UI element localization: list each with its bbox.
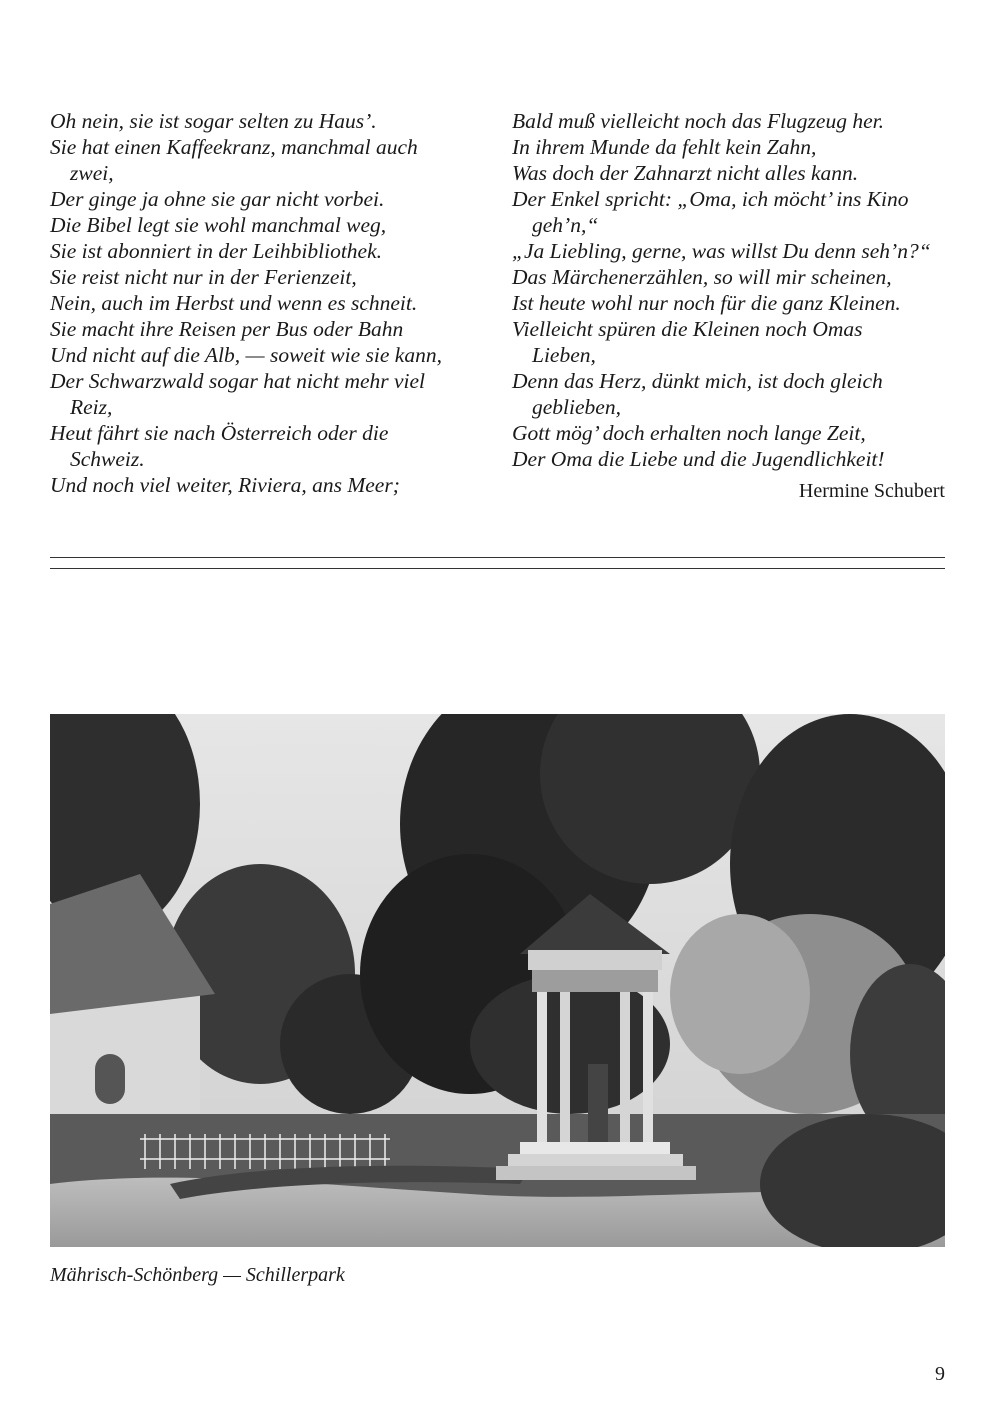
poem-line: Was doch der Zahnarzt nicht alles kann. xyxy=(512,161,859,185)
poem-line: Und nicht auf die Alb, — soweit wie sie kann, xyxy=(50,343,442,367)
divider-rule xyxy=(50,568,945,569)
poem-line: Sie ist abonniert in der Leihbibliothek. xyxy=(50,239,383,263)
poem-line: Bald muß vielleicht noch das Flugzeug her. xyxy=(512,109,884,133)
poem-right-column xyxy=(512,108,952,472)
poem-line: Die Bibel legt sie wohl manchmal weg, xyxy=(50,213,387,237)
poem-line: Sie macht ihre Reisen per Bus oder Bahn xyxy=(50,317,404,341)
poem-line: Der ginge ja ohne sie gar nicht vorbei. xyxy=(50,187,385,211)
poem-line: In ihrem Munde da fehlt kein Zahn, xyxy=(512,135,817,159)
poem-author: Hermine Schubert xyxy=(798,480,945,502)
poem-line: „Ja Liebling, gerne, was willst Du denn seh’n?“ xyxy=(512,239,931,263)
poem-left-column xyxy=(50,108,480,498)
poem-line: Oh nein, sie ist sogar selten zu Haus’. xyxy=(50,109,377,133)
poem-line: Denn das Herz, dünkt mich, ist doch gleich xyxy=(512,369,883,393)
poem-line: zwei, xyxy=(70,161,114,185)
poem-line: Der Enkel spricht: „Oma, ich möcht’ ins Kino xyxy=(512,187,909,211)
poem-line: Der Oma die Liebe und die Jugendlichkeit! xyxy=(512,447,885,471)
poem-line: Vielleicht spüren die Kleinen noch Omas xyxy=(512,317,863,341)
poem-line: Sie hat einen Kaffeekranz, manchmal auch xyxy=(50,135,418,159)
divider-rule xyxy=(50,557,945,558)
park-photo-illustration xyxy=(50,714,945,1247)
poem-line: Heut fährt sie nach Österreich oder die xyxy=(50,421,389,445)
poem-line: Reiz, xyxy=(70,395,113,419)
page-number: 9 xyxy=(935,1363,945,1385)
poem-line: Und noch viel weiter, Riviera, ans Meer; xyxy=(50,473,400,497)
poem-line: geh’n,“ xyxy=(532,213,599,237)
poem-line: Das Märchenerzählen, so will mir scheinen, xyxy=(512,265,892,289)
poem-line: Nein, auch im Herbst und wenn es schneit. xyxy=(50,291,418,315)
poem-line: Lieben, xyxy=(532,343,596,367)
poem-line: geblieben, xyxy=(532,395,621,419)
poem-line: Sie reist nicht nur in der Ferienzeit, xyxy=(50,265,357,289)
poem-line: Schweiz. xyxy=(70,447,145,471)
poem-line: Ist heute wohl nur noch für die ganz Kleinen. xyxy=(512,291,901,315)
poem-line: Gott mög’ doch erhalten noch lange Zeit, xyxy=(512,421,866,445)
photo-caption: Mährisch-Schönberg — Schillerpark xyxy=(50,1264,345,1286)
poem-line: Der Schwarzwald sogar hat nicht mehr viel xyxy=(50,369,426,393)
park-photograph xyxy=(50,714,945,1247)
